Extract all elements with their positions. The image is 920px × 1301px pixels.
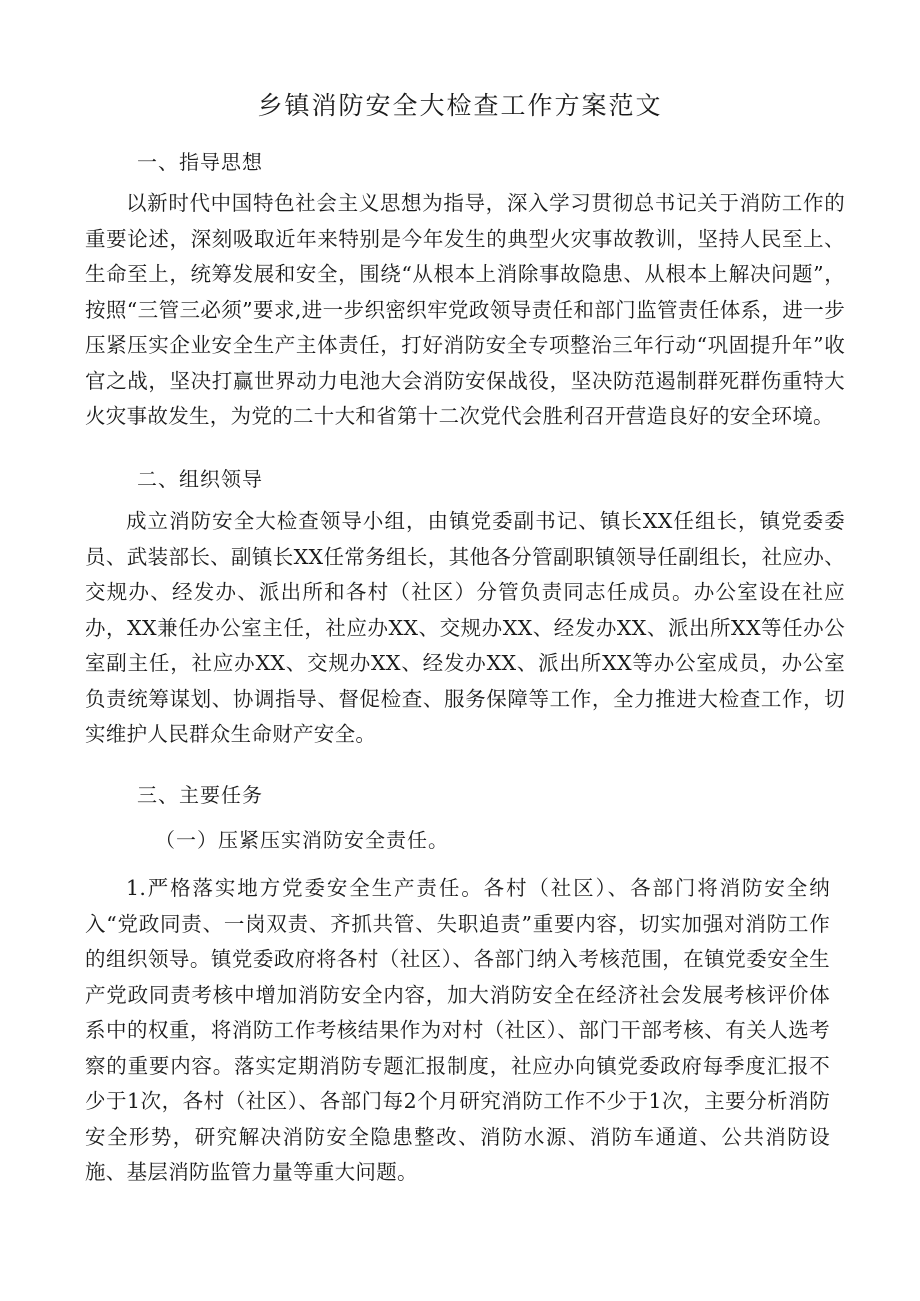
section-heading-main-tasks: 三、主要任务 <box>137 783 263 807</box>
document-title: 乡镇消防安全大检查工作方案范文 <box>257 91 663 120</box>
section-body-organization: 成立消防安全大检查领导小组，由镇党委副书记、镇长XX任组长，镇党委委员、武装部长、副镇长XX任常务组长，其他各分管副职镇领导任副组长，社应办、交规办、经发办、派出所和各村（社区）分管负责同志任成员。办公室设在社应办，XX兼任办公室主任，社应办XX、交规办XX、经发办XX、派出所XX等任办公室副主任，社应办XX、交规办XX、经发办XX、派出所XX等办公室成员，办公室负责统筹谋划、协调指导、督促检查、服务保障等工作，全力推进大检查工作，切实维护人民群众生命财产安全。 <box>85 509 845 746</box>
subsection-heading-fire-safety-responsibility: （一）压紧压实消防安全责任。 <box>155 828 449 852</box>
section-heading-guiding-ideology: 一、指导思想 <box>137 150 263 174</box>
task-item-1: 1.严格落实地方党委安全生产责任。各村（社区）、各部门将消防安全纳入“党政同责、一岗双责、齐抓共管、失职追责”重要内容，切实加强对消防工作的组织领导。镇党委政府将各村（社区）、各部门纳入考核范围，在镇党委安全生产党政同责考核中增加消防安全内容，加大消防安全在经济社会发展考核评价体系中的权重，将消防工作考核结果作为对村（社区）、部门干部考核、有关人选考察的重要内容。落实定期消防专题汇报制度，社应办向镇党委政府每季度汇报不少于1次，各村（社区）、各部门每2个月研究消防工作不少于1次，主要分析消防安全形势，研究解决消防安全隐患整改、消防水源、消防车通道、公共消防设施、基层消防监管力量等重大问题。 <box>85 876 830 1184</box>
section-body-guiding-ideology: 以新时代中国特色社会主义思想为指导，深入学习贯彻总书记关于消防工作的重要论述，深刻吸取近年来特别是今年发生的典型火灾事故教训，坚持人民至上、生命至上，统筹发展和安全，围绕“从根本上消除事故隐患、从根本上解决问题”，按照“三管三必须”要求,进一步织密织牢党政领导责任和部门监管责任体系，进一步压紧压实企业安全生产主体责任，打好消防安全专项整治三年行动“巩固提升年”收官之战，坚决打赢世界动力电池大会消防安保战役，坚决防范遏制群死群伤重特大火灾事故发生，为党的二十大和省第十二次党代会胜利召开营造良好的安全环境。 <box>85 191 845 428</box>
section-heading-organization: 二、组织领导 <box>137 467 263 491</box>
